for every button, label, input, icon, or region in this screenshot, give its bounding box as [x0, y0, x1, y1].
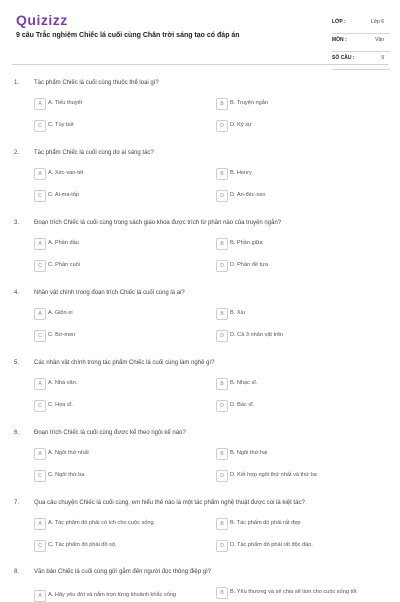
- option-text: D. Phần đề tựa: [230, 262, 268, 268]
- question-number: 5.: [14, 360, 20, 366]
- option-text: B. Henry: [230, 170, 252, 176]
- option-text: B. Phần giữa: [230, 240, 263, 246]
- option-b[interactable]: [216, 168, 381, 180]
- option-letter: B: [216, 587, 228, 599]
- option-letter: A: [34, 590, 46, 602]
- option-b[interactable]: [216, 587, 381, 599]
- option-d[interactable]: [216, 330, 381, 342]
- option-letter: A: [34, 98, 46, 110]
- option-d[interactable]: [216, 190, 381, 202]
- meta-key: SỐ CÂU :: [332, 55, 355, 61]
- option-text: D. Cả 3 nhân vật trên: [230, 332, 284, 338]
- question-text: Qua câu chuyện Chiếc lá cuối cùng, em hiểu thế nào là một tác phẩm nghệ thuật được coi là kiệt tác?: [34, 500, 305, 506]
- option-text: A. Ngôi thứ nhất: [48, 450, 89, 456]
- option-d[interactable]: [216, 540, 381, 552]
- option-text: A. Nhà văn.: [48, 380, 78, 386]
- option-letter: B: [216, 98, 228, 110]
- option-text: A. Tiểu thuyết: [48, 100, 83, 106]
- option-letter: C: [34, 400, 46, 412]
- question-number: 8.: [14, 569, 20, 575]
- option-letter: D: [216, 330, 228, 342]
- option-letter: A: [34, 168, 46, 180]
- question-number: 2.: [14, 150, 20, 156]
- option-text: C. Ngôi thứ ba: [48, 472, 85, 478]
- option-b[interactable]: [216, 308, 381, 320]
- option-letter: D: [216, 120, 228, 132]
- option-d[interactable]: [216, 120, 381, 132]
- option-text: B. Tác phẩm đó phải rất đẹp: [230, 520, 301, 526]
- option-text: A. Phần đầu: [48, 240, 79, 246]
- option-c[interactable]: [34, 190, 199, 202]
- option-c[interactable]: [34, 400, 199, 412]
- question-text: Nhân vật chính trong đoạn trích Chiếc lá cuối cùng là ai?: [34, 290, 185, 296]
- option-letter: B: [216, 168, 228, 180]
- option-letter: C: [34, 540, 46, 552]
- option-a[interactable]: [34, 98, 199, 110]
- option-b[interactable]: [216, 238, 381, 250]
- option-text: A. Xéc-van-tét: [48, 170, 84, 176]
- header-divider: [12, 64, 388, 65]
- option-text: C. Tác phẩm đó phải đồ sộ.: [48, 542, 117, 548]
- option-text: D. Bác sĩ.: [230, 402, 255, 408]
- option-text: A. Giôn-xi: [48, 310, 73, 316]
- option-letter: D: [216, 540, 228, 552]
- option-a[interactable]: [34, 168, 199, 180]
- option-letter: A: [34, 518, 46, 530]
- question-number: 6.: [14, 430, 20, 436]
- option-c[interactable]: [34, 260, 199, 272]
- option-letter: C: [34, 260, 46, 272]
- option-d[interactable]: [216, 400, 381, 412]
- option-b[interactable]: [216, 378, 381, 390]
- option-letter: A: [34, 308, 46, 320]
- question-text: Đoạn trích Chiếc lá cuối cùng trong sách giáo khoa được trích từ phần nào của truyện ngắn?: [34, 220, 282, 226]
- option-a[interactable]: [34, 448, 199, 460]
- meta-value: Văn: [375, 37, 384, 43]
- option-text: C. Phần cuối: [48, 262, 81, 268]
- meta-value: 9: [381, 55, 384, 61]
- option-a[interactable]: [34, 518, 199, 530]
- option-a[interactable]: [34, 378, 199, 390]
- option-letter: C: [34, 330, 46, 342]
- option-b[interactable]: [216, 98, 381, 110]
- option-text: C. Ai-ma-tốp: [48, 192, 80, 198]
- option-letter: D: [216, 400, 228, 412]
- option-letter: C: [34, 470, 46, 482]
- option-text: C. Tùy bút: [48, 122, 74, 128]
- question-text: Tác phẩm Chiếc lá cuối cùng thuộc thể loại gì?: [34, 80, 159, 86]
- option-letter: A: [34, 238, 46, 250]
- option-letter: A: [34, 378, 46, 390]
- option-letter: B: [216, 448, 228, 460]
- option-text: D. Ký sự: [230, 122, 252, 128]
- meta-row-count: [332, 52, 390, 70]
- question-number: 4.: [14, 290, 20, 296]
- question-text: Tác phẩm Chiếc lá cuối cùng do ai sáng tác?: [34, 150, 154, 156]
- option-c[interactable]: [34, 470, 199, 482]
- option-letter: B: [216, 238, 228, 250]
- option-text: C. Bơ-men: [48, 332, 76, 338]
- option-letter: B: [216, 308, 228, 320]
- option-d[interactable]: [216, 260, 381, 272]
- question-text: Các nhân vật chính trong tác phẩm Chiếc lá cuối cùng làm nghề gì?: [34, 360, 215, 366]
- meta-key: MÔN :: [332, 37, 347, 43]
- option-letter: C: [34, 190, 46, 202]
- question-text: Văn bản Chiếc lá cuối cùng gửi gắm đến người đọc thông điệp gì?: [34, 569, 212, 575]
- option-letter: D: [216, 470, 228, 482]
- question-number: 7.: [14, 500, 20, 506]
- meta-row-grade: [332, 16, 390, 34]
- option-a[interactable]: [34, 308, 199, 320]
- option-text: B. Yêu thương và sẻ chia sẽ làm cho cuộc sống tốt: [230, 589, 357, 595]
- option-b[interactable]: [216, 448, 381, 460]
- option-text: D. Kết hợp ngôi thứ nhất và thứ ba: [230, 472, 317, 478]
- option-d[interactable]: [216, 470, 381, 482]
- option-text: A. Hãy yêu đời và nắm trọn từng khoảnh khắc sống: [48, 592, 177, 598]
- option-letter: B: [216, 518, 228, 530]
- option-a[interactable]: [34, 238, 199, 250]
- quizizz-logo: Quizizz: [16, 12, 68, 28]
- question-text: Đoạn trích Chiếc lá cuối cùng được kể theo ngôi kể nào?: [34, 430, 186, 436]
- option-letter: D: [216, 190, 228, 202]
- option-letter: C: [34, 120, 46, 132]
- question-number: 3.: [14, 220, 20, 226]
- option-text: D. An-đéc-xen: [230, 192, 266, 198]
- option-c[interactable]: [34, 540, 199, 552]
- option-text: A. Tác phẩm đó phải có ích cho cuộc sống.: [48, 520, 156, 526]
- meta-table: [332, 16, 390, 70]
- option-text: B. Nhạc sĩ.: [230, 380, 258, 386]
- option-a[interactable]: [34, 590, 199, 602]
- meta-key: LỚP :: [332, 19, 346, 25]
- option-c[interactable]: [34, 330, 199, 342]
- option-c[interactable]: [34, 120, 199, 132]
- option-text: D. Tác phẩm đó phải rất độc đáo.: [230, 542, 313, 548]
- option-text: C. Họa sĩ.: [48, 402, 73, 408]
- option-b[interactable]: [216, 518, 381, 530]
- meta-value: Lớp 6: [370, 19, 384, 25]
- option-text: B. Xiu: [230, 310, 245, 316]
- option-text: B. Ngôi thứ hai: [230, 450, 268, 456]
- option-letter: D: [216, 260, 228, 272]
- meta-row-subject: [332, 34, 390, 52]
- question-number: 1.: [14, 80, 20, 86]
- option-letter: A: [34, 448, 46, 460]
- option-letter: B: [216, 378, 228, 390]
- option-text: B. Truyện ngắn: [230, 100, 268, 106]
- worksheet-title: 9 câu Trắc nghiệm Chiếc lá cuối cùng Chân trời sáng tạo có đáp án: [16, 32, 240, 39]
